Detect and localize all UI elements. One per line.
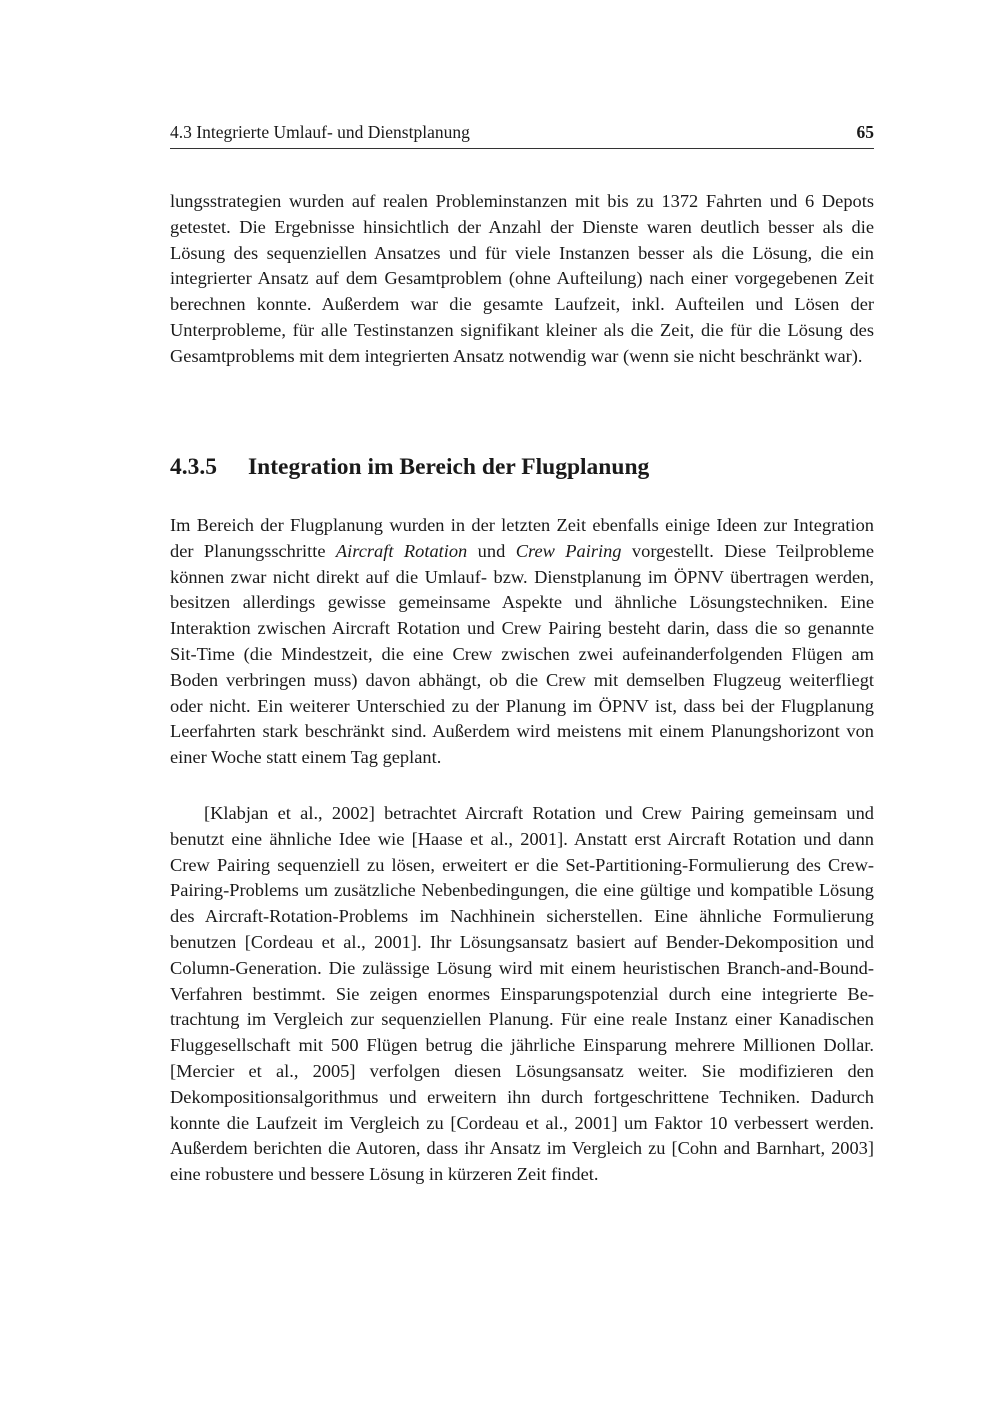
section-heading — [170, 454, 874, 481]
paragraph-continuation: lungsstrategien wurden auf realen Probleminstanzen mit bis zu 1372 Fahrten und 6 Depots getestet. Die Ergebnisse hinsichtlich der Anzahl der Dienste waren deutlich besser als die Lösung des sequenziellen Ansatzes und für viele Instanzen besser als die Lösung, die ein integrierter Ansatz auf dem Gesamtproblem (ohne Aufteilung) nach einer vorgegebenen Zeit berechnen konnte. Außerdem war die gesamte Laufzeit, inkl. Aufteilen und Lösen der Unterprobleme, für alle Testinstanzen signifikant kleiner als die Zeit, die für die Lösung des Gesamtproblems mit dem integrierten Ansatz notwendig war (wenn sie nicht beschränkt war). — [170, 191, 874, 366]
term-aircraft-rotation: Aircraft Rotation — [335, 540, 468, 561]
page-number: 65 — [856, 122, 874, 142]
paragraph-text: vorgestellt. Diese Teilprobleme können zwar nicht direkt auf die Umlauf- bzw. Dienstplanung im ÖPNV übertragen werden, besitzen allerdings gewisse gemeinsame Aspekte und ähnliche Lösungstechniken. Eine Interaktion zwischen Aircraft Rotation und Crew Pairing besteht darin, dass die so genannte Sit-Time (die Mindestzeit, die eine Crew zwischen zwei aufeinanderfolgenden Flügen am Boden verbringen muss) davon abhängt, ob die Crew mit demselben Flugzeug weiterfliegt oder nicht. Ein weiterer Unterschied zu der Planung im ÖPNV ist, dass bei der Flugplanung Leerfahrten stark beschränkt sind. Außerdem wird meistens mit einem Planungshorizont von einer Woche statt einem Tag geplant. — [170, 540, 875, 768]
paragraph-text: und — [467, 540, 516, 561]
paragraph-text: Im Bereich der Flugplanung wurden in der letzten Zeit ebenfalls einige Ideen zur Integration der Planungsschritte — [170, 515, 874, 561]
section-title: Integration im Bereich der Flugplanung — [248, 454, 650, 480]
section-number: 4.3.5 — [170, 454, 217, 480]
term-crew-pairing: Crew Pairing — [515, 540, 622, 561]
paragraph-literature-review: [Klabjan et al., 2002] betrachtet Aircraft Rotation und Crew Pairing gemeinsam und benutzt eine ähnliche Idee wie [Haase et al., 2001]. Anstatt erst Aircraft Rotation und dann Crew Pairing sequenziell zu lösen, erweitert er die Set-Partitioning-Formulierung des Crew-Pairing-Problems um zusätzliche Nebenbedingungen, die eine gültige und kompatible Lösung des Aircraft-Rotation-Problems im Nachhinein sicherstellen. Eine ähnliche Formulierung benutzen [Cordeau et al., 2001]. Ihr Lösungsansatz basiert auf Bender-Dekomposition und Column-Generation. Die zulässige Lösung wird mit einem heuristischen Branch-and-Bound-Verfahren bestimmt. Sie zeigen enormes Einsparungspotenzial durch eine integrierte Betrachtung im Vergleich zur sequenziellen Planung. Für eine reale Instanz einer Kanadischen Fluggesellschaft mit 500 Flügen betrug die jährliche Einsparung mehrere Millionen Dollar. [Mercier et al., 2005] verfolgen diesen Lösungsansatz weiter. Sie modifizieren den Dekompositionsalgorithmus und erweitern ihn durch fortgeschrittene Techniken. Dadurch konnte die Laufzeit im Vergleich zu [Cordeau et al., 2001] um Faktor 10 verbessert werden. Außerdem berichten die Autoren, dass ihr Ansatz im Vergleich zu [Cohn and Barnhart, 2003] eine robustere und bessere Lösung in kürzeren Zeit findet. — [170, 803, 874, 1185]
paragraph-flugplanung — [170, 513, 874, 771]
running-header — [170, 120, 874, 149]
header-title: 4.3 Integrierte Umlauf- und Dienstplanung — [170, 122, 470, 142]
